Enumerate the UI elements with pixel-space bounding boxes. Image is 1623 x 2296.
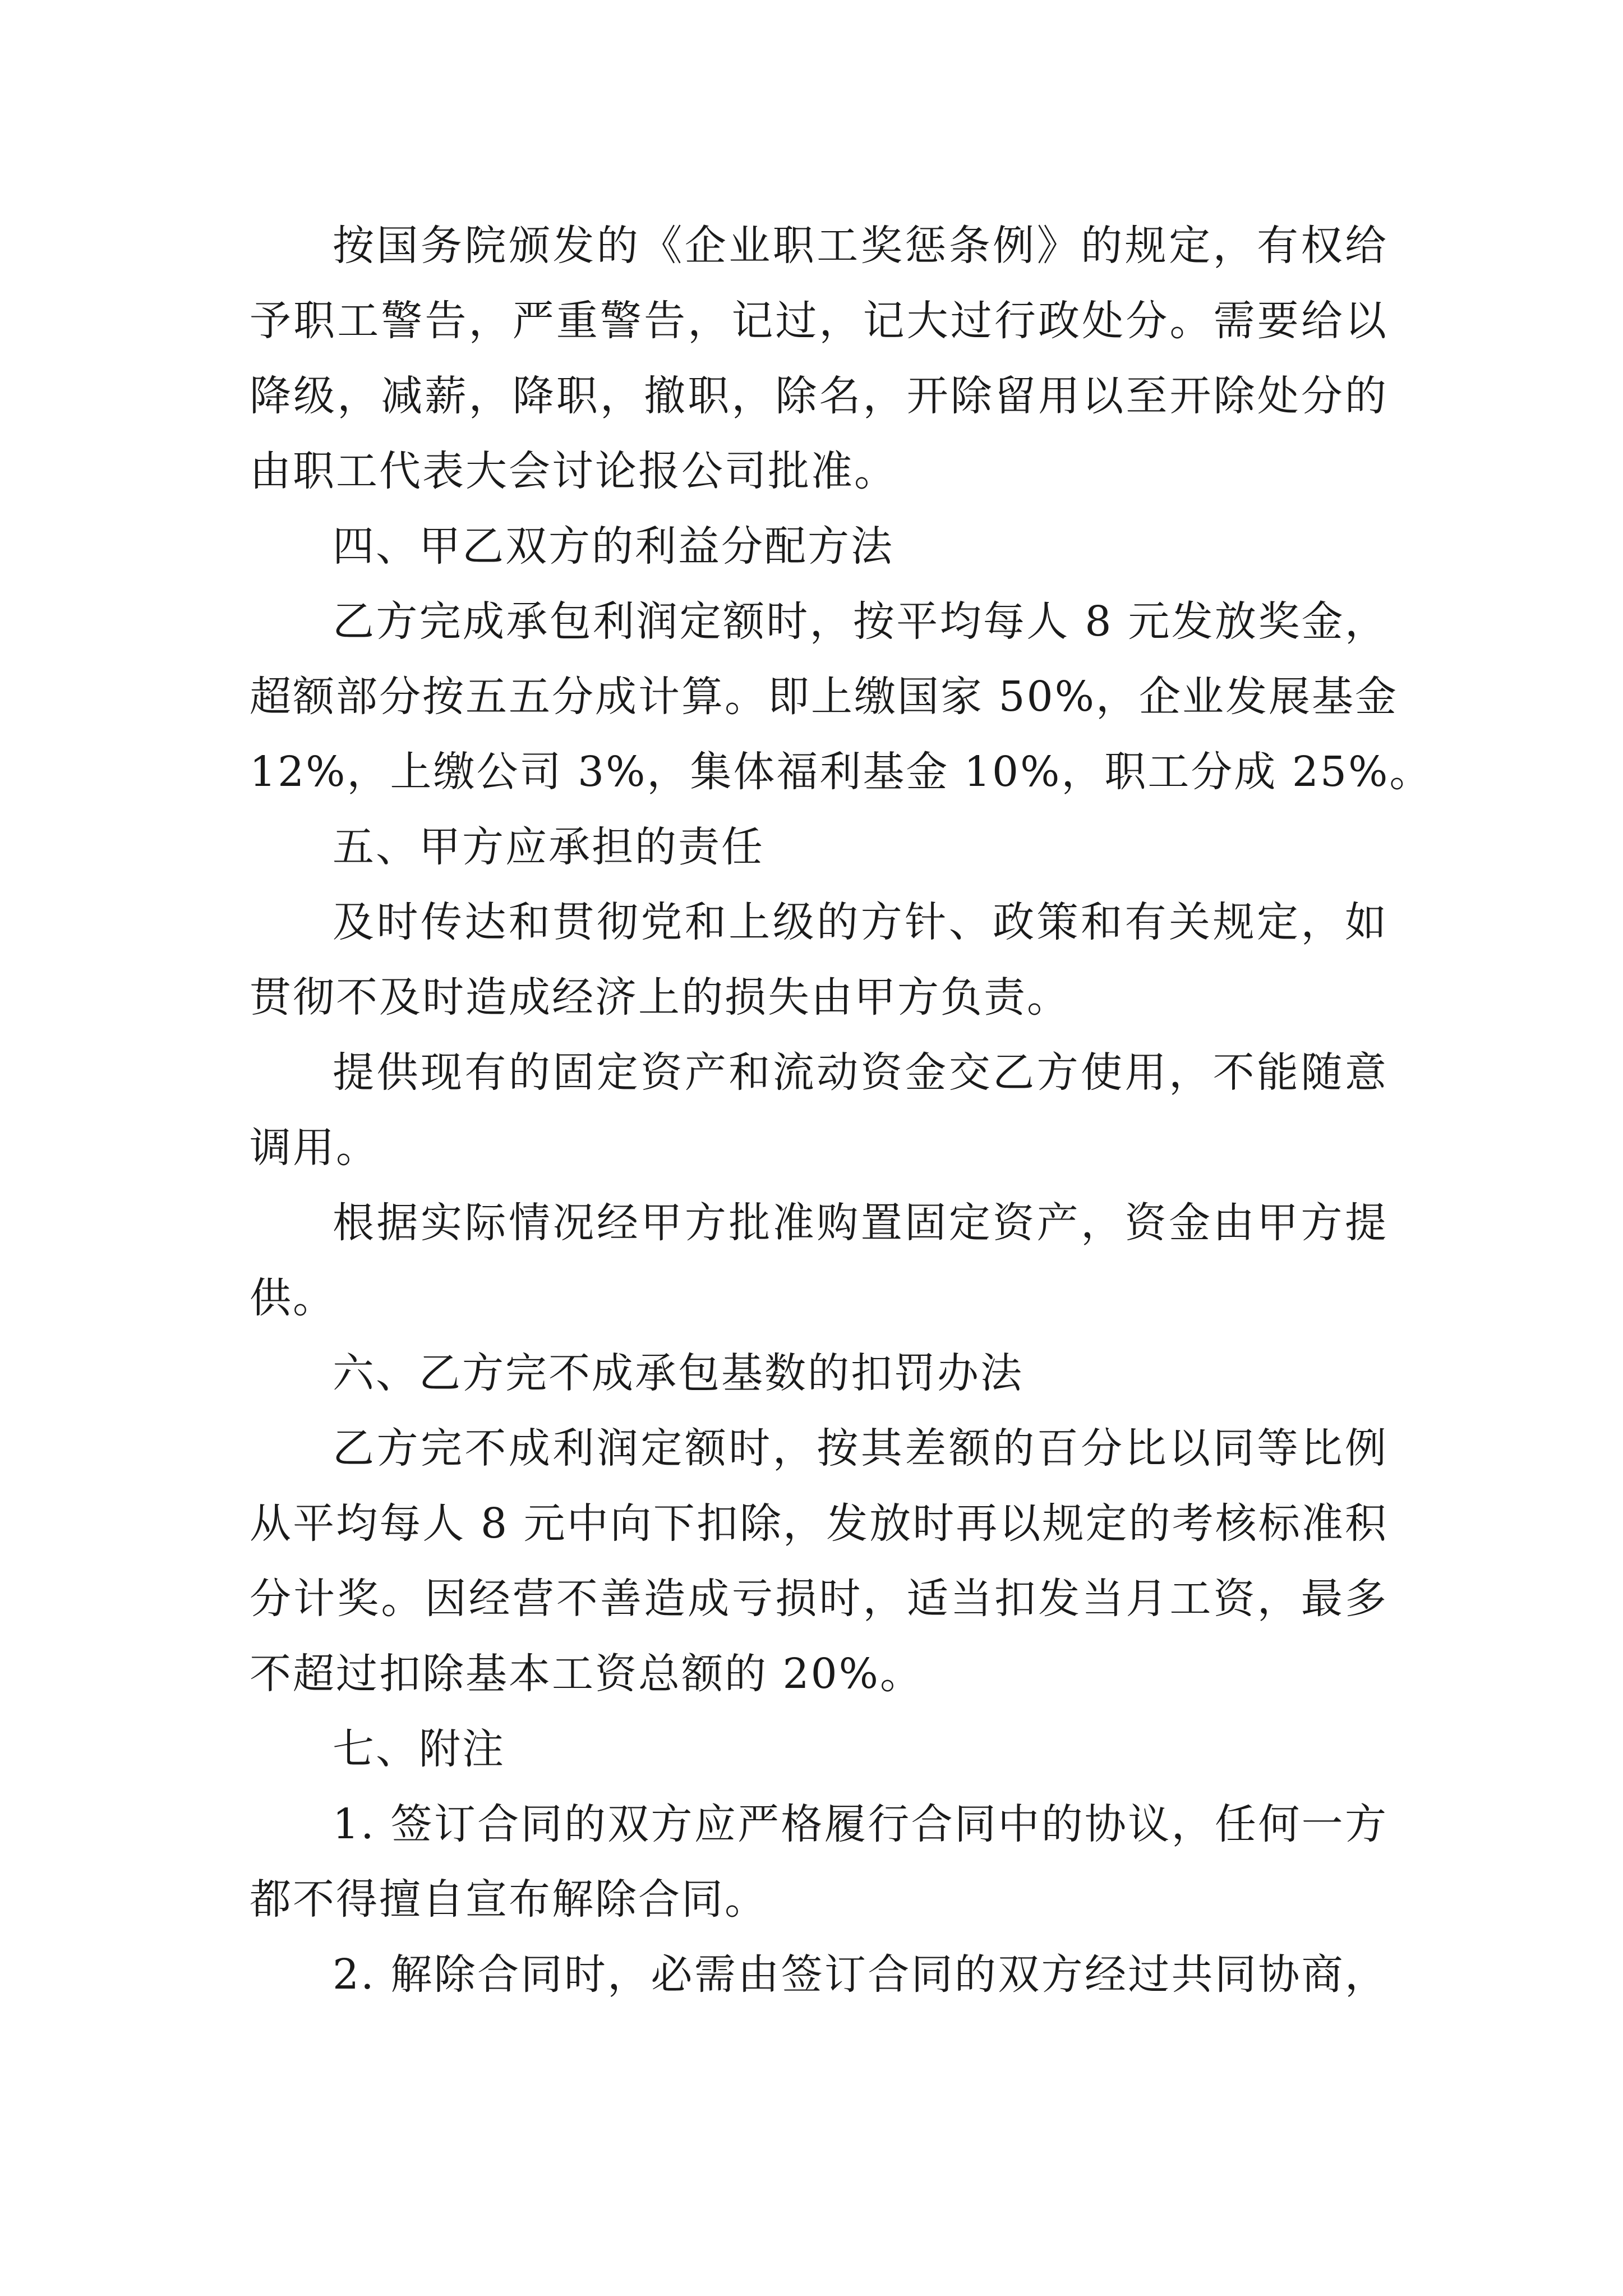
paragraph-line: 降级，减薪，降职，撤职，除名，开除留用以至开除处分的 <box>250 372 1388 420</box>
paragraph-line: 都不得擅自宣布解除合同。 <box>250 1875 768 1924</box>
paragraph-line: 提供现有的固定资产和流动资金交乙方使用，不能随意 <box>333 1048 1388 1097</box>
section-heading: 七、附注 <box>333 1725 505 1773</box>
paragraph-line: 根据实际情况经甲方批准购置固定资产，资金由甲方提 <box>333 1199 1388 1247</box>
paragraph-line: 不超过扣除基本工资总额的 20%。 <box>250 1650 923 1698</box>
paragraph-line: 按国务院颁发的《企业职工奖惩条例》的规定，有权给 <box>333 222 1388 270</box>
paragraph-line: 调用。 <box>250 1124 379 1172</box>
paragraph-line: 超额部分按五五分成计算。即上缴国家 50%，企业发展基金 <box>250 673 1398 721</box>
paragraph-line: 12%，上缴公司 3%，集体福利基金 10%，职工分成 25%。 <box>250 748 1433 796</box>
paragraph-line: 及时传达和贯彻党和上级的方针、政策和有关规定，如 <box>333 898 1388 946</box>
paragraph-line: 由职工代表大会讨论报公司批准。 <box>250 447 897 495</box>
paragraph-line: 供。 <box>250 1274 336 1322</box>
paragraph-line: 贯彻不及时造成经济上的损失由甲方负责。 <box>250 973 1070 1022</box>
paragraph-line: 乙方完不成利润定额时，按其差额的百分比以同等比例 <box>333 1424 1388 1473</box>
paragraph-line: 予职工警告，严重警告，记过，记大过行政处分。需要给以 <box>250 297 1388 345</box>
paragraph-line: 从平均每人 8 元中向下扣除，发放时再以规定的考核标准积 <box>250 1499 1388 1548</box>
paragraph-line: 乙方完成承包利润定额时，按平均每人 8 元发放奖金， <box>333 597 1388 646</box>
paragraph-line: 2. 解除合同时，必需由签订合同的双方经过共同协商， <box>333 1950 1388 1999</box>
section-heading: 四、甲乙双方的利益分配方法 <box>333 522 894 570</box>
paragraph-line: 分计奖。因经营不善造成亏损时，适当扣发当月工资，最多 <box>250 1575 1388 1623</box>
paragraph-line: 1. 签订合同的双方应严格履行合同中的协议，任何一方 <box>333 1800 1388 1848</box>
section-heading: 五、甲方应承担的责任 <box>333 823 764 871</box>
section-heading: 六、乙方完不成承包基数的扣罚办法 <box>333 1349 1023 1397</box>
